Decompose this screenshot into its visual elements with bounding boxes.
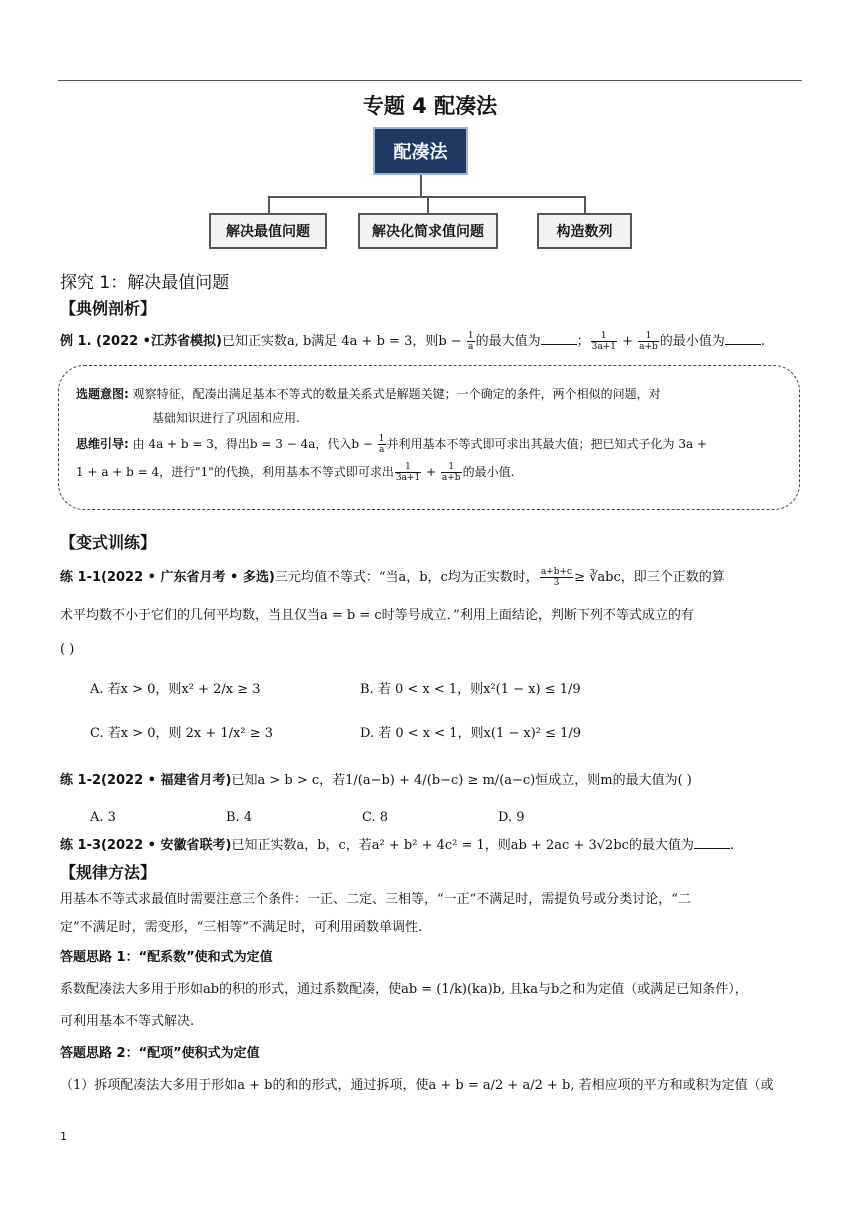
example-text: 已知正实数a, b满足 4a + b = 3，则b −: [221, 334, 466, 349]
diagram-node-simplify: 解决化简求值问题: [358, 213, 498, 249]
practice-1-3: 练 1-3(2022 • 安徽省联考)已知正实数a，b，c，若a² + b² + 4c² = 1，则ab + 2ac + 3√2bc的最大值为 .: [60, 838, 735, 853]
practice-1-1-line-2: 术平均数不小于它们的几何平均数，当且仅当a = b = c时等号成立．”利用上面结论，判断下列不等式成立的有: [60, 608, 694, 623]
diagram-connector: [584, 196, 586, 213]
diagram-root-node: 配凑法: [373, 127, 468, 175]
fraction: $\frac{1}{a}$: [378, 434, 385, 455]
practice-1-1-line-3: ( ): [60, 642, 75, 657]
idea-1-title: 答题思路 1：“配系数”使和式为定值: [60, 950, 273, 965]
option-c: C. 若x > 0，则 2x + 1/x² ≥ 3: [90, 726, 274, 741]
page-number: 1: [60, 1130, 67, 1143]
option-c: C. 8: [362, 810, 389, 825]
option-d: D. 9: [498, 810, 525, 825]
practice-label: 练 1-1(2022 • 广东省月考 • 多选): [60, 570, 275, 585]
option-b: B. 4: [226, 810, 253, 825]
header-rule: [58, 80, 802, 81]
practice-label: 练 1-2(2022 • 福建省月考): [60, 773, 232, 788]
idea-2-title: 答题思路 2：“配项”使积式为定值: [60, 1046, 260, 1061]
example-text: 的最大值为: [475, 334, 541, 349]
option-a: A. 3: [90, 810, 116, 825]
fraction: $\frac{1}{3a+1}$: [591, 331, 616, 352]
diagram-node-max: 解决最值问题: [209, 213, 327, 249]
diagram-connector: [420, 175, 422, 197]
example-text: 的最小值为: [659, 334, 725, 349]
answer-blank: [725, 332, 761, 345]
idea-1-line-1: 系数配凑法大多用于形如ab的积的形式，通过系数配凑，使ab = (1/k)(ka)b, 且ka与b之和为定值（或满足已知条件），: [60, 982, 748, 997]
section-heading: 探究 1：解决最值问题: [60, 273, 230, 293]
page-title: 专题 4 配凑法: [362, 94, 498, 118]
idea-1-line-2: 可利用基本不等式解决.: [60, 1014, 195, 1029]
method-line-2: 定”不满足时，需变形，“三相等”不满足时，可利用函数单调性.: [60, 920, 423, 935]
fraction: $\frac{1}{a}$: [467, 331, 474, 352]
answer-blank: [694, 836, 730, 849]
option-b: B. 若 0 < x < 1，则x²(1 − x) ≤ 1/9: [360, 682, 581, 697]
fraction: $\frac{1}{a+b}$: [639, 331, 658, 352]
practice-label: 练 1-3(2022 • 安徽省联考): [60, 838, 232, 853]
guide-line-1: 思维引导: 由 4a + b = 3，得出b = 3 − 4a，代入b − $\frac{1}{a}$ 并利用基本不等式即可求出其最大值；把已知式子化为 3a +: [76, 434, 707, 455]
option-d: D. 若 0 < x < 1，则x(1 − x)² ≤ 1/9: [360, 726, 582, 741]
variant-heading: 【变式训练】: [60, 533, 157, 552]
example-1: 例 1. (2022 •江苏省模拟)已知正实数a, b满足 4a + b = 3，则b − $\frac{1}{a}$ 的最大值为 ； $\frac{1}{3a+1}$ + $\frac{1}{a+b}$ 的最小值为 .: [60, 331, 765, 352]
typical-heading: 【典例剖析】: [60, 299, 157, 318]
guide-line-2: 1 + a + b = 4，进行"1"的代换，利用基本不等式即可求出 $\frac{1}{3a+1}$ + $\frac{1}{a+b}$ 的最小值.: [76, 462, 515, 483]
intent-label: 选题意图:: [76, 387, 129, 401]
diagram-connector: [427, 196, 429, 213]
method-line-1: 用基本不等式求最值时需要注意三个条件：一正、二定、三相等，“一正”不满足时，需提负号或分类讨论，“二: [60, 892, 691, 907]
method-heading: 【规律方法】: [60, 863, 157, 882]
example-text: ；: [576, 334, 590, 349]
diagram-connector: [268, 196, 270, 213]
practice-1-1-line-1: 练 1-1(2022 • 广东省月考 • 多选)三元均值不等式：“当a，b，c均为正实数时， $\frac{a+b+c}{3}$ ≥ ∛abc，即三个正数的算: [60, 567, 725, 588]
diagram-node-sequence: 构造数列: [537, 213, 632, 249]
example-label: 例 1. (2022 •江苏省模拟): [60, 334, 222, 349]
guide-label: 思维引导:: [76, 437, 129, 451]
fraction: $\frac{1}{a+b}$: [441, 462, 461, 483]
intent-line-1: 选题意图: 观察特征，配凑出满足基本不等式的数量关系式是解题关键；一个确定的条件，两个相似的问题，对: [76, 387, 661, 401]
answer-blank: [541, 332, 577, 345]
idea-2-line-1: （1）拆项配凑法大多用于形如a + b的和的形式，通过拆项，使a + b = a/2 + a/2 + b, 若相应项的平方和或积为定值（或: [60, 1078, 774, 1093]
practice-1-2: 练 1-2(2022 • 福建省月考)已知a > b > c，若1/(a−b) + 4/(b−c) ≥ m/(a−c)恒成立，则m的最大值为( ): [60, 773, 692, 788]
fraction: $\frac{a+b+c}{3}$: [540, 567, 573, 588]
intent-line-2: 基础知识进行了巩固和应用.: [152, 411, 300, 425]
option-a: A. 若x > 0，则x² + 2/x ≥ 3: [90, 682, 261, 697]
fraction: $\frac{1}{3a+1}$: [395, 462, 421, 483]
